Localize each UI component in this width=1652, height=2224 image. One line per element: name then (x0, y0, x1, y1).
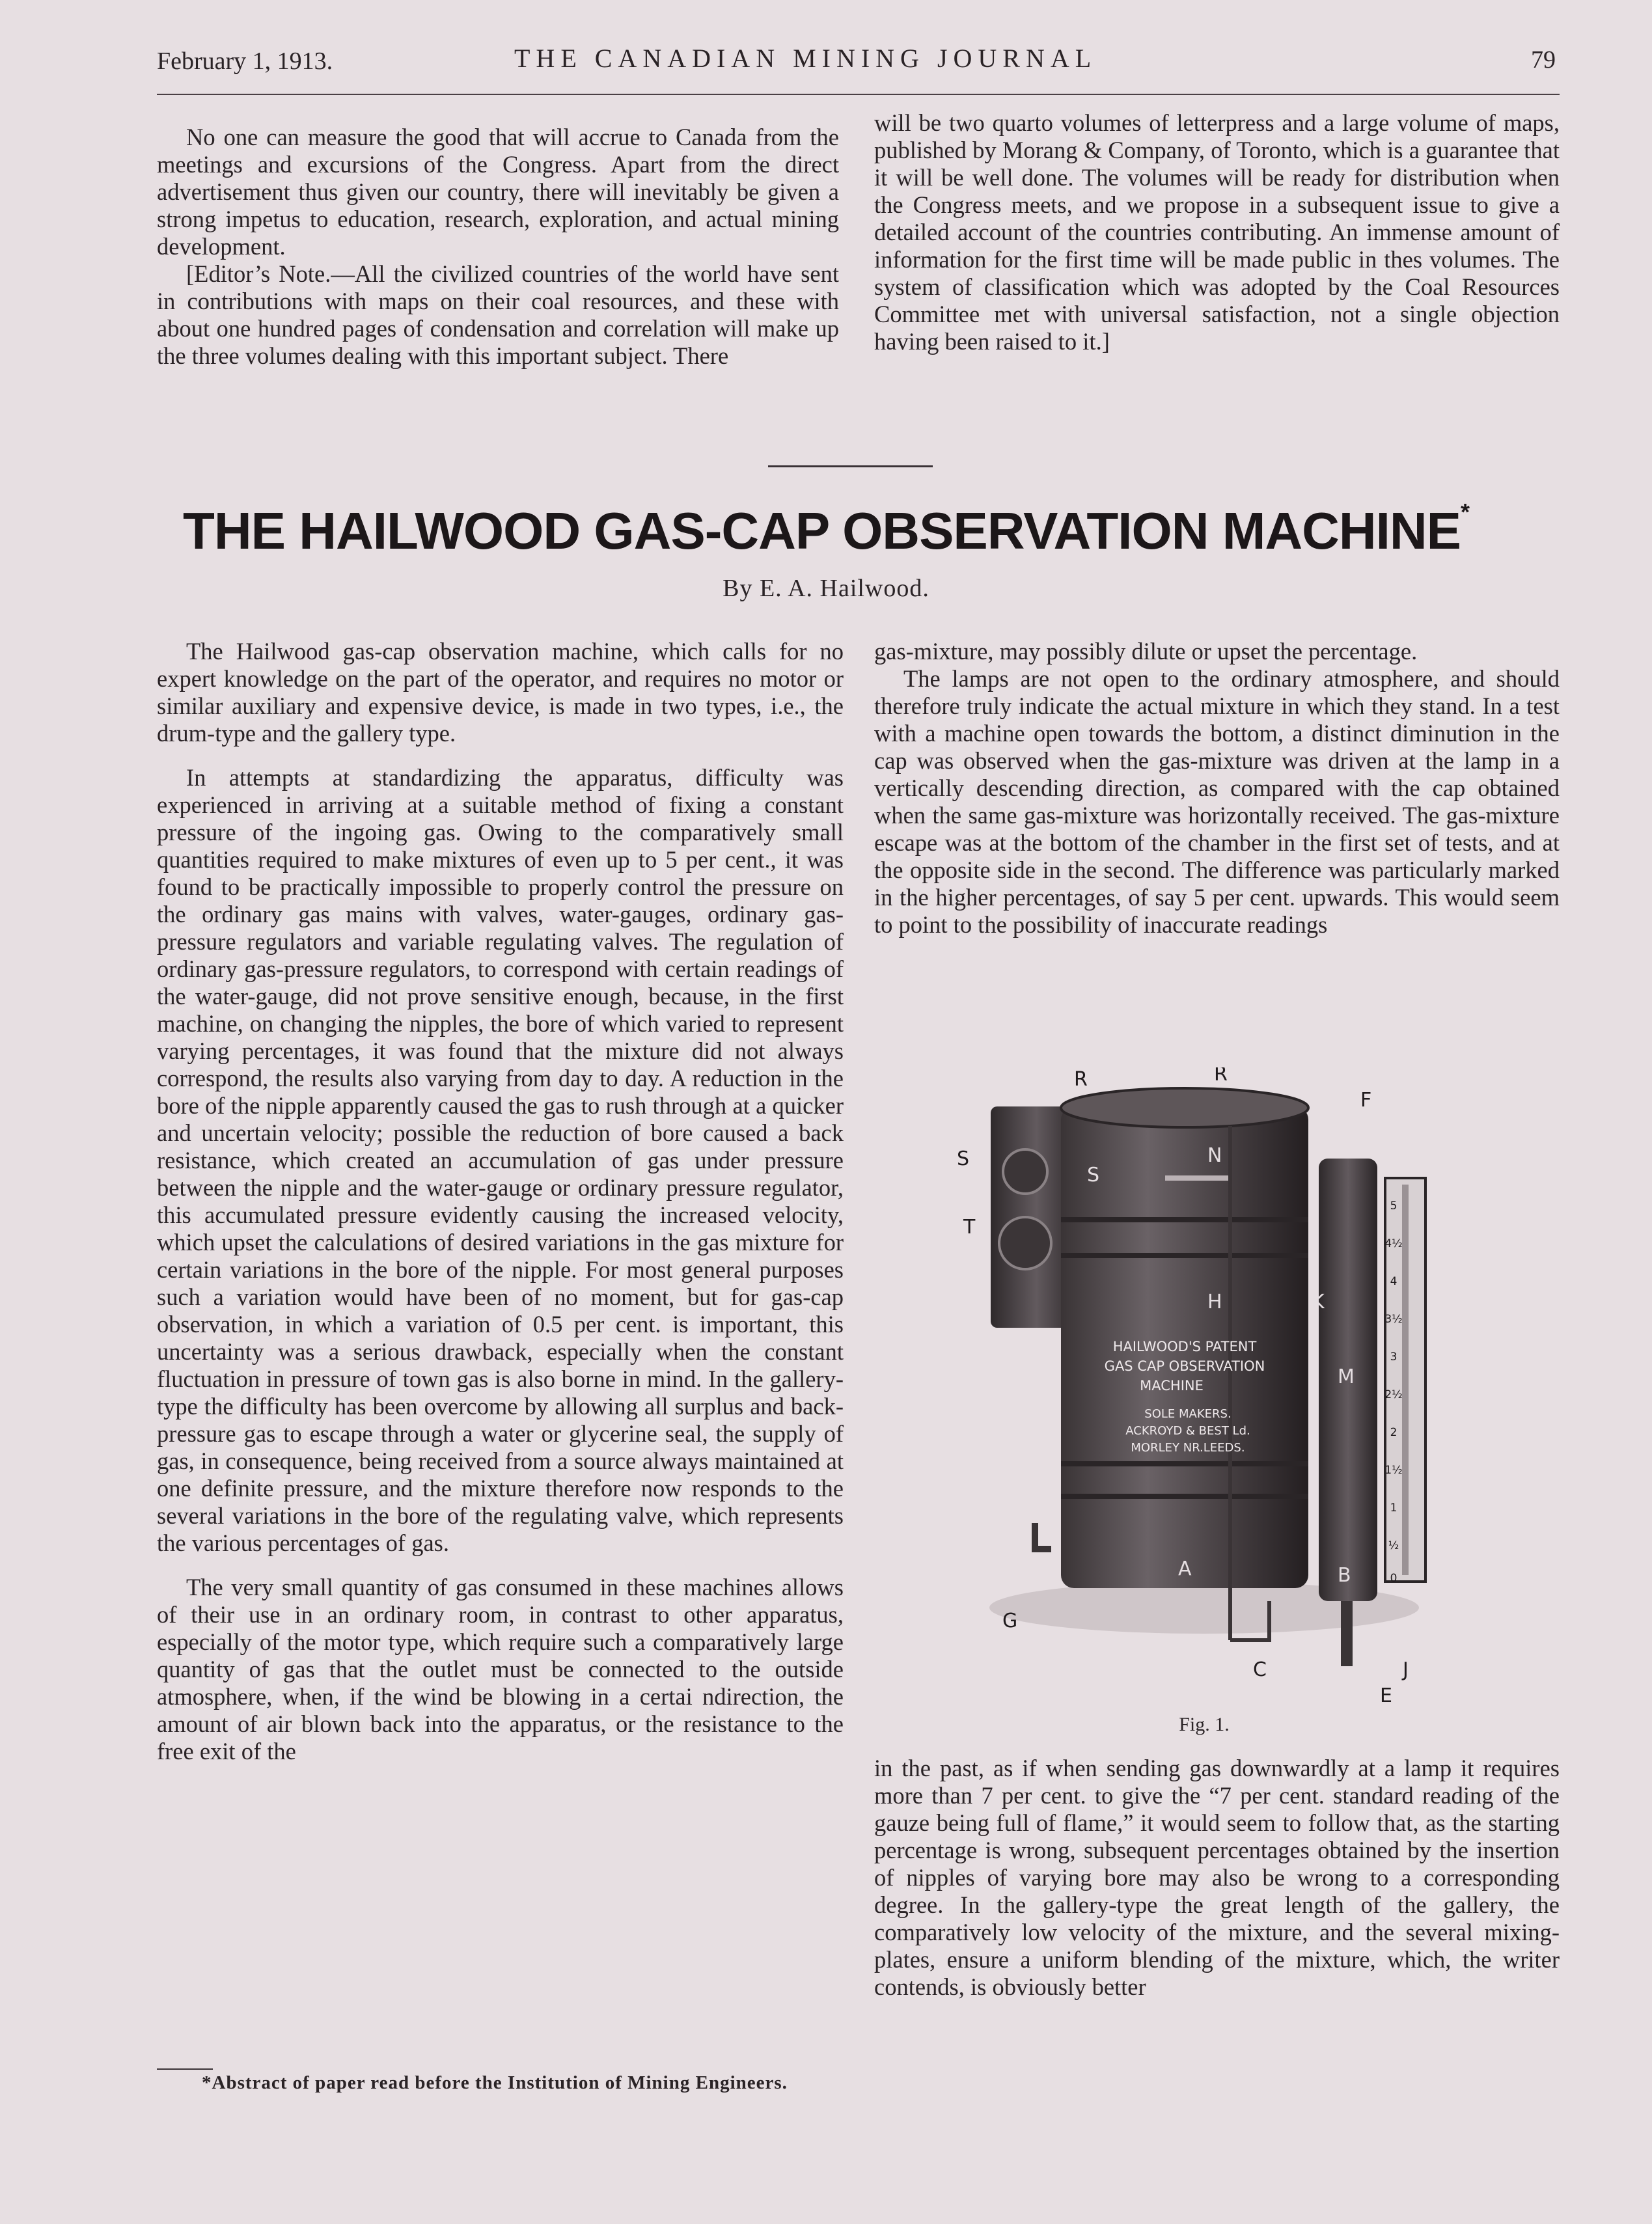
intro-paragraph: No one can measure the good that will accrue to Canada from the meetings and excursions of the Congress. Apart from the direct advertisement thus given our country, there will inevitably be given a strong impetus to education, research, exploration, and actual mining development. (157, 124, 839, 260)
scale-mark: 4 (1390, 1275, 1397, 1288)
sight-window-lower (999, 1217, 1051, 1269)
article-title (0, 501, 1652, 561)
scale-mark: ½ (1388, 1539, 1399, 1552)
article-paragraph: in the past, as if when sending gas downwardly at a lamp it requires more than 7 per cent. to give the “7 per cent. standard reading of the gauze being full of flame,” it would seem to follow that, as the starting percentage is wrong, subsequent percentages obtained by the insertion of nipples of varying bore may also be wrong to a corresponding degree. In the gallery-type the great length of the gallery, the comparatively low velocity of the mixture, and the several mixing-plates, ensure a uniform blending of the mixture, which, the writer contends, is obviously better (874, 1755, 1560, 2000)
scale-mark: 3 (1390, 1351, 1397, 1364)
page-number: 79 (1531, 46, 1556, 74)
article-paragraph: In attempts at standardizing the apparatus, difficulty was experienced in arriving at a suitable method of fixing a constant pressure of the ingoing gas. Owing to the comparatively small quantities required to make mixtures of even up to 5 per cent., it was found to be practically impossible to properly control the pressure on the ordinary gas mains with valves, water-gauges, ordinary gas- pressure regulators and variable regulating valves. The regulation of ordinary gas-pressure regulators, to correspond with certain readings of the water-gauge, did not prove sensitive enough, because, in the first machine, on changing the nipples, the bore of which varied to represent varying percentages, it was found that the mixture did not always correspond, the results also varying from day to day. A reduction in the bore of the nipple apparently caused the gas to rush through at a quicker and uncertain velocity; possible the reduction of bore caused a back resistance, which created an accumulation of gas under pressure between the nipple and the water-gauge or ordinary pressure regulator, this accumulated pressure evidently causing the increased velocity, which upset the calculations of desired variations in the gas mixture for certain variations in the bore of the nipple. For most general purposes such a variation would have been of no moment, but for gas-cap observation, in which a variation of 0.5 per cent. is important, this uncertainty was a serious drawback, especially when the constant fluctuation in pressure of town gas is also borne in mind. In the gallery-type the difficulty has been overcome by allowing all surplus and back-pressure gas to escape through a water or glycerine seal, the supply of gas, in consequence, being received from a source always maintained at one definite pressure, and the mixture therefore now responds to the several variations in the bore of the regulating valve, which represents the various percentages of gas. (157, 764, 844, 1556)
drum-band (1061, 1461, 1308, 1466)
scale-mark: 1½ (1384, 1464, 1403, 1477)
drum-lid (1061, 1088, 1308, 1127)
scale-mark: 3½ (1384, 1313, 1403, 1326)
drum-band (1061, 1217, 1308, 1222)
section-divider (768, 465, 933, 467)
label-k: K (1312, 1291, 1325, 1313)
scale-mark: 2½ (1384, 1388, 1403, 1401)
editors-note: [Editor’s Note.—All the civilized countries of the world have sent in contributions with maps on their coal resources, and these with about one hundred pages of condensation and correlation will make up the three volumes dealing with this important subject. There (157, 260, 839, 369)
label-b: B (1338, 1564, 1351, 1587)
plate-line: MACHINE (1140, 1378, 1204, 1393)
intro-left-column (157, 124, 839, 370)
scale-mark: 5 (1390, 1200, 1397, 1213)
sight-window-upper (1003, 1149, 1047, 1194)
label-m: M (1338, 1366, 1355, 1388)
inlet-tap (1035, 1523, 1051, 1549)
label-e: E (1380, 1684, 1392, 1705)
label-f: F (1360, 1089, 1372, 1112)
outlet-pipe (1341, 1601, 1353, 1666)
editors-note-continued: will be two quarto volumes of letterpress and a large volume of maps, published by Morang & Company, of Toronto, which is a guarantee that it will be well done. The volumes will be ready for distribution when the Congress meets, and we propose in a subsequent issue to give a detailed account of the countries contributing. An immense amount of information for the first time will be made public in thes volumes. The system of classification which was adopted by the Coal Resources Committee met with universal satisfaction, not a single objection having been raised to it.] (874, 109, 1560, 355)
article-paragraph: The very small quantity of gas consumed in these machines allows of their use in an ordinary room, in contrast to other apparatus, especially of the motor type, which require such a comparatively large quantity of gas that the outlet must be connected to the outside atmosphere, when, if the wind be blowing in a certai ndirection, the amount of air blown back into the apparatus, or the resistance to the free exit of the (157, 1574, 844, 1764)
article-title-text: THE HAILWOOD GAS-CAP OBSERVATION MACHINE (182, 502, 1461, 560)
header-rule (157, 94, 1560, 95)
label-s: S (1087, 1164, 1100, 1187)
label-n: N (1207, 1144, 1222, 1167)
plate-line: MORLEY NR.LEEDS. (1131, 1441, 1245, 1455)
article-left-column (157, 638, 844, 1765)
figure-caption: Fig. 1. (1179, 1714, 1230, 1735)
journal-title: THE CANADIAN MINING JOURNAL (514, 44, 1097, 73)
intro-right-column (874, 109, 1560, 355)
article-right-column-bottom (874, 1755, 1560, 2001)
scale-mark: 4½ (1384, 1237, 1403, 1250)
drum-band (1061, 1253, 1308, 1258)
drum-band (1061, 1494, 1308, 1499)
scale-mark: 0 (1390, 1572, 1397, 1585)
article-byline: By E. A. Hailwood. (723, 575, 929, 602)
plate-line: SOLE MAKERS. (1144, 1407, 1232, 1421)
label-g: G (1002, 1610, 1018, 1632)
article-right-column-top (874, 638, 1560, 939)
article-paragraph: The lamps are not open to the ordinary atmosphere, and should therefore truly indicate the actual mixture in which they stand. In a test with a machine open towards the bottom, a distinct diminution in the cap was observed when the gas-mixture was driven at the lamp in a vertically descending direction, as compared with the cap obtained when the same gas-mixture was horizontally received. The gas-mixture escape was at the bottom of the chamber in the first set of tests, and at the opposite side in the second. The difference was particularly marked in the higher percentages, of say 5 per cent. upwards. This would seem to point to the possibility of inaccurate readings (874, 665, 1560, 938)
label-h: H (1207, 1291, 1222, 1313)
label-r: R (1074, 1068, 1088, 1091)
footnote-rule (157, 2068, 213, 2070)
plate-line: ACKROYD & BEST Ld. (1125, 1424, 1250, 1438)
label-s: S (957, 1147, 970, 1170)
scale-mark: 1 (1390, 1502, 1397, 1515)
machine-illustration (957, 1067, 1452, 1705)
scale-mark: 2 (1390, 1426, 1397, 1439)
gas-cap-machine-drawing (957, 1067, 1452, 1705)
header-date: February 1, 1913. (157, 48, 333, 75)
label-c: C (1253, 1658, 1267, 1681)
article-paragraph: The Hailwood gas-cap observation machine, which calls for no expert knowledge on the part of the operator, and requires no motor or similar auxiliary and expensive device, is made in two types, i.e., the drum-type and the gallery type. (157, 638, 844, 747)
plate-line: GAS CAP OBSERVATION (1104, 1358, 1265, 1374)
label-j: J (1403, 1658, 1409, 1681)
footnote: *Abstract of paper read before the Institution of Mining Engineers. (202, 2072, 788, 2093)
label-r: R (1214, 1067, 1228, 1086)
label-t: T (963, 1216, 976, 1239)
gauge-glass (1402, 1185, 1409, 1575)
plate-line: HAILWOOD'S PATENT (1112, 1339, 1257, 1354)
label-a: A (1178, 1558, 1192, 1580)
article-paragraph: gas-mixture, may possibly dilute or upset the percentage. (874, 638, 1418, 665)
footnote-mark: * (1461, 499, 1470, 525)
